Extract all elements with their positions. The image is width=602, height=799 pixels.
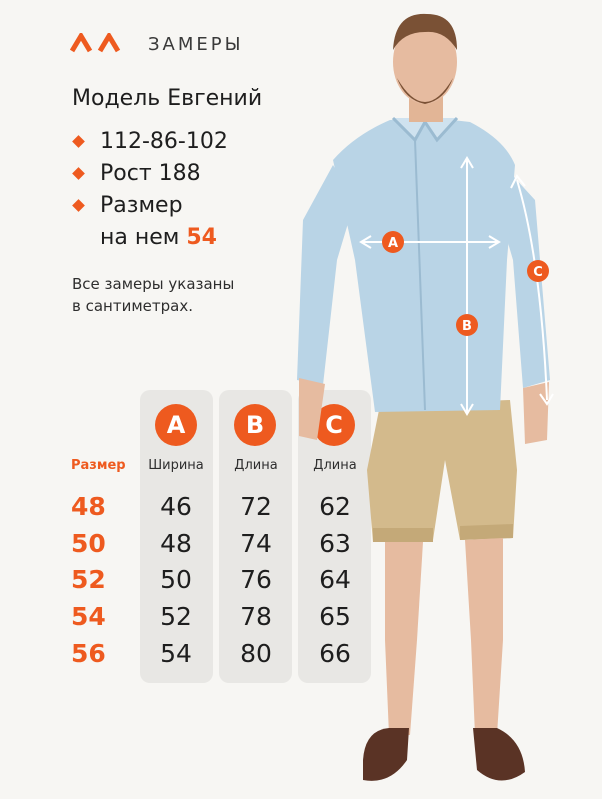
diamond-bullet-icon	[72, 199, 85, 212]
cell-length-c: 65	[319, 602, 351, 631]
marker-c-label: C	[533, 265, 543, 280]
badge-a: A	[155, 404, 197, 446]
marker-a-label: A	[387, 236, 399, 251]
size-value: 52	[71, 565, 106, 594]
cell-length-c: 64	[319, 565, 351, 594]
model-params-list	[72, 126, 228, 254]
worn-size-value: 54	[186, 225, 217, 250]
cell-length-c: 62	[319, 492, 351, 521]
param-size-label: Размер	[72, 190, 228, 222]
cell-width: 50	[160, 565, 192, 594]
badge-c: C	[313, 404, 355, 446]
cell-length-b: 74	[240, 529, 272, 558]
size-value: 50	[71, 529, 106, 558]
column-header-length-c: Длина	[313, 458, 357, 473]
size-value: 54	[71, 602, 106, 631]
cell-length-b: 76	[240, 565, 272, 594]
cell-width: 54	[160, 639, 192, 668]
right-shoe-icon	[473, 728, 525, 781]
diamond-bullet-icon	[72, 135, 85, 148]
cell-length-c: 66	[319, 639, 351, 668]
size-column-header: Размер	[71, 458, 126, 473]
cell-length-b: 78	[240, 602, 272, 631]
badge-b: B	[234, 404, 276, 446]
cell-width: 46	[160, 492, 192, 521]
brand-logo-icon	[70, 33, 126, 53]
cell-length-b: 80	[240, 639, 272, 668]
param-measurements: 112-86-102	[72, 126, 228, 158]
model-name: Модель Евгений	[72, 86, 263, 111]
left-shoe-icon	[363, 728, 409, 781]
cell-width: 48	[160, 529, 192, 558]
size-value: 56	[71, 639, 106, 668]
cell-length-c: 63	[319, 529, 351, 558]
left-leg	[385, 542, 423, 735]
right-leg	[465, 538, 503, 735]
model-photo	[285, 0, 602, 799]
cell-length-b: 72	[240, 492, 272, 521]
column-header-width: Ширина	[148, 458, 204, 473]
marker-b-label: B	[462, 319, 472, 334]
size-value: 48	[71, 492, 106, 521]
cell-width: 52	[160, 602, 192, 631]
shorts-shape	[367, 400, 517, 542]
page-title: ЗАМЕРЫ	[148, 34, 244, 55]
param-height: Рост 188	[72, 158, 228, 190]
param-size-worn: на нем 54	[100, 225, 217, 250]
units-note: Все замеры указаны в сантиметрах.	[72, 275, 235, 315]
column-header-length-b: Длина	[234, 458, 278, 473]
diamond-bullet-icon	[72, 167, 85, 180]
